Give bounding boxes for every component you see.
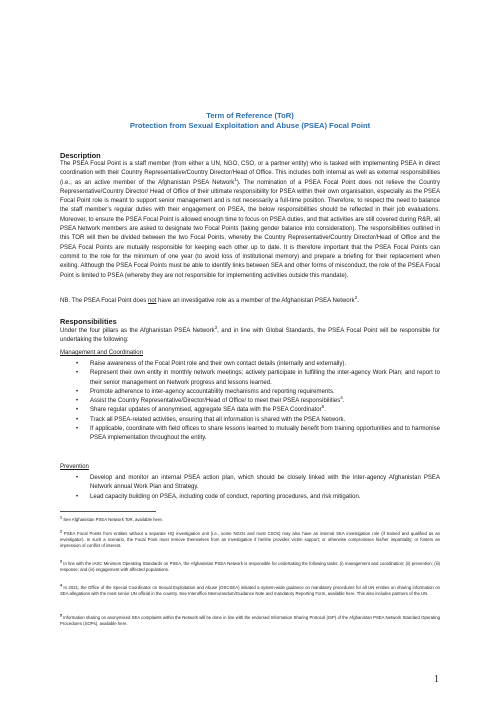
prevention-list [60,474,440,502]
footnote: $^5$ Information sharing on anonymised SEA complaints within the Network will be done in line with the endorsed Information Sharing Protocol (ISP) of the Afghanistan PSEA Network Standard Operating Procedures (SOPs), available here. [60,613,440,627]
bullet-icon: • [76,426,79,433]
footnote: $^4$ In 2021, the Office of the Special Coordinator on Sexual Exploitation and Abuse (OSCSEA) initiated a system-wide guidance on mandatory procedures for all UN entities on sharing information on SEA allegations with the most senior UN official in the country. See Interoffice Memorandum/Guidance Note and mandatory Reporting Form, available here. This also includes partners of the UN. [60,583,440,597]
list-item: • Lead capacity building on PSEA, including code of conduct, reporting procedures, and risk mitigation. [60,493,440,502]
document-title: Term of Reference (ToR) [206,111,294,120]
list-item: • If applicable, coordinate with field offices to share lessons learned to mutually benefit from training opportunities and to harmonise PSEA implementation throughout the entity. [76,426,440,442]
footnote-ref[interactable]: 5 [321,404,325,410]
footnote-ref[interactable]: 4 [340,395,343,401]
management-list [60,360,440,444]
responsibilities-intro: Under the four pillars as the Afghanistan PSEA Network$^3$, and in line with Global Standards, the PSEA Focal Point will be responsible for undertaking the following: [60,324,440,344]
list-item: • Raise awareness of the Focal Point role and their own contact details (internally and externally). [60,360,440,369]
footnote: $^2$ PSEA Focal Points from entities without a separate HQ investigation unit (i.e., some NGOs and most CSOs) may also have an internal SEA investigation role (if trained and qualified as an investigator). In such a scenario, the Focal Point must remove themselves from an investigation if he/she provides victim support; or otherwise compromises his/her impartiality; or fosters an impression of conflict of interest. [60,529,440,549]
description-paragraph: The PSEA Focal Point is a staff member (from either a UN, NGO, CSO, or a partner entity) who is tasked with implementing PSEA in direct coordination with their Country Representative/Country Director/Head of Office. This includes both internal as well as external responsibilities (i.e., as an active member of the Afghanistan PSEA Network$^1$). The nomination of a PSEA Focal Point does not relieve the Country Representative/Country Director/ Head of Office of their ultimate responsibility for PSEA within their own organisation, especially as the PSEA Focal Point role is meant to support senior management and is not necessarily a full-time position. Therefore, to respect the need to balance the staff member’s regular duties with their engagement on PSEA, the below responsibilities should be reflected in their job evaluations. Moreover, to ensure the PSEA Focal Point is allowed enough time to focus on PSEA duties, and that activities are still covered during R&R, all PSEA Network members are asked to designate two Focal Points (taking gender balance into consideration). The responsibilities outlined in this TOR will then be divided between the two Focal Points, whereby the Country Representative/Country Director/Head of Office and the PSEA Focal Points are mutually responsible for keeping each other up to date. It is therefore important that the PSEA Focal Points can commit to the role for the minimum of one year (to avoid loss of institutional memory) and prepare a briefing for their replacement when exiting. Although the PSEA Focal Points must be able to identify links between SEA and other forms of misconduct, the role of the PSEA Focal Point is limited to PSEA (whereby they are not responsible for implementing activities outside this mandate). [60,161,441,279]
list-item: • Track all PSEA-related activities, ensuring that all information is shared with the PSEA Network. [60,416,440,425]
footnote-ref[interactable]: 2 [354,294,358,300]
list-item: • Assist the Country Representative/Director/Head of Office/ to meet their PSEA responsibilities$^4$. [60,397,440,406]
bullet-icon: • [76,407,79,414]
prevention-heading: Prevention [60,464,89,470]
bullet-icon: • [76,370,79,377]
footnote-ref[interactable]: 1 [234,176,237,182]
description-heading: Description [60,151,101,160]
responsibilities-heading: Responsibilities [60,317,117,326]
bullet-icon: • [76,361,79,367]
list-item: • Promote adherence to inter-agency accountability mechanisms and reporting requirements. [60,388,440,397]
page-number: 1 [434,674,439,685]
footnote-ref[interactable]: 3 [214,324,218,330]
list-item: • Develop and monitor an internal PSEA action plan, which should be closely linked with the inter-agency Afghanistan PSEA Network annual Work Plan and Strategy. [76,475,440,491]
bullet-icon: • [76,388,79,395]
list-item: • Represent their own entity in monthly network meetings; actively participate in fulfilling the inter-agency Work Plan; and report to their senior management on Network progress and lessons learned. [76,370,440,386]
bullet-icon: • [76,493,79,500]
footnote: $^3$ In line with the IASC Minimum Operating Standards on PSEA, the Afghanistan PSEA Network is responsible for undertaking the following tasks: (i) management and coordination; (ii) prevention; (iii) response; and (iv) engagement with affected populations. [60,559,440,573]
footnote: $^1$ See Afghanistan PSEA Network ToR, available here. [60,515,163,522]
footnote-separator [60,511,156,512]
nb-paragraph: NB. The PSEA Focal Point does not have an investigative role as a member of the Afghanistan PSEA Network$^2$. [60,294,359,304]
bullet-icon: • [76,416,79,423]
management-coordination-heading: Management and Coordination [60,350,144,356]
document-subtitle: Protection from Sexual Exploitation and Abuse (PSEA) Focal Point [129,121,371,130]
bullet-icon: • [76,475,79,481]
list-item: • Share regular updates of anonymised, aggregate SEA data with the PSEA Coordinator$^5$. [60,406,440,415]
bullet-icon: • [76,398,79,405]
